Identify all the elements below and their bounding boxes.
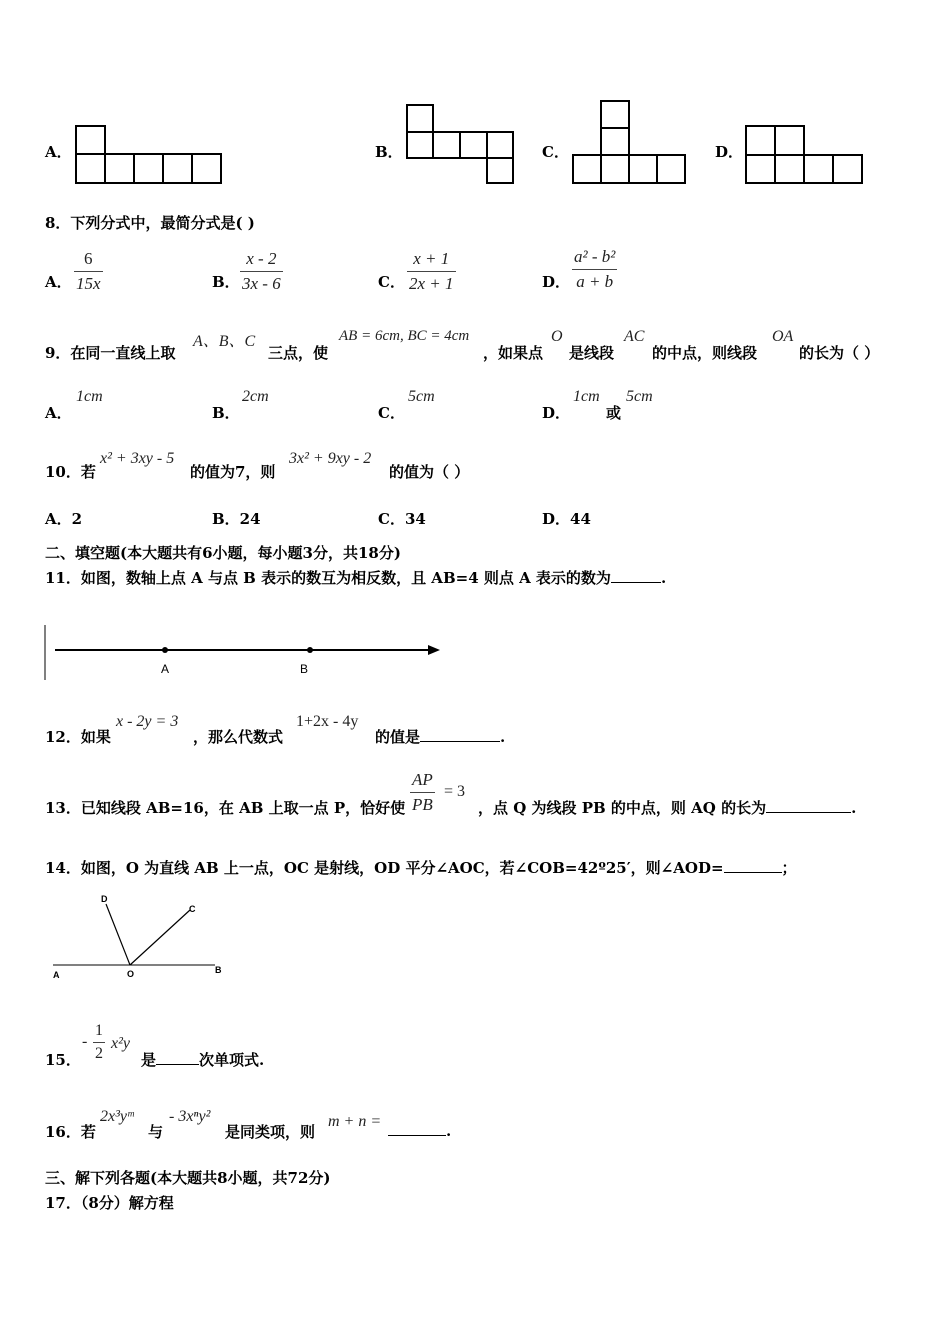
q9-stem-part5: 的中点，则线段 (652, 344, 758, 362)
q16-stem-part2: 与 (148, 1123, 164, 1141)
q12-blank[interactable] (420, 727, 500, 742)
q16-stem-part1: 16．若 (45, 1123, 96, 1141)
q13-fraction (410, 770, 435, 815)
q11-label-a: A (161, 662, 170, 676)
q15-monomial: x²y (111, 1035, 130, 1052)
q9-segment-ac: AC (624, 328, 645, 345)
q16-sum: m + n = (328, 1113, 382, 1130)
q13-stem-part2 (478, 797, 856, 818)
q15-denominator: 2 (95, 1045, 103, 1062)
q15-text1: 是 (141, 1051, 157, 1069)
q15-blank[interactable] (156, 1050, 199, 1065)
q9-stem-part1: 9．在同一直线上取 (45, 344, 176, 362)
q8-option-a-fraction (74, 249, 103, 294)
q8-option-d-fraction (572, 247, 617, 292)
q7-option-b-label: B． (375, 143, 403, 161)
q7-option-d-label: D． (715, 143, 744, 161)
q7-option-d-figure (743, 124, 867, 186)
q9-option-d-or: 或 (606, 404, 622, 422)
section-3-heading: 三、解下列各题(本大题共8小题，共72分) (45, 1169, 331, 1187)
q17-stem: 17．（8分）解方程 (45, 1194, 174, 1212)
q14-label-b: B (215, 965, 222, 975)
q14-label-d: D (101, 894, 108, 904)
q8-option-a-label: A． (45, 273, 72, 291)
q8-option-c-fraction (407, 249, 456, 294)
q8-option-b-fraction (240, 249, 283, 294)
q12-expression: 1+2x - 4y (296, 713, 359, 730)
q13-numerator: AP (412, 770, 433, 789)
q10-expression1: x² + 3xy - 5 (100, 450, 175, 467)
q12-stem-part2: ，那么代数式 (193, 728, 284, 746)
q10-option-c: C．34 (378, 510, 426, 528)
q8-b-denominator: 3x - 6 (242, 274, 281, 293)
q9-option-d-value1: 1cm (573, 388, 600, 405)
q9-points: A、B、C (193, 333, 256, 350)
q8-a-numerator: 6 (84, 249, 93, 268)
q9-option-b-value: 2cm (242, 388, 269, 405)
q9-option-b-label: B． (212, 404, 240, 422)
q10-stem-part2: 的值为7，则 (190, 463, 276, 481)
q8-a-denominator: 15x (76, 274, 101, 293)
q8-stem: 8．下列分式中，最简分式是( ) (45, 214, 255, 232)
q12-end: . (500, 728, 506, 746)
q8-option-c-label: C． (378, 273, 405, 291)
q9-segment-oa: OA (772, 328, 794, 345)
q8-c-denominator: 2x + 1 (409, 274, 454, 293)
q13-end: . (851, 799, 857, 817)
q11-label-b: B (300, 662, 309, 676)
q14-end: ； (781, 859, 797, 877)
q7-option-a-figure (74, 124, 226, 186)
q13-stem-part1: 13．已知线段 AB=16，在 AB 上取一点 P，恰好使 (45, 799, 406, 817)
q8-b-numerator: x - 2 (246, 249, 277, 268)
q9-condition: AB = 6cm, BC = 4cm (339, 328, 470, 344)
q12-stem-part1: 12．如果 (45, 728, 111, 746)
q15-negative-sign: - (82, 1033, 88, 1050)
q9-stem-part2: 三点，使 (268, 344, 329, 362)
q14-label-c: C (189, 904, 196, 914)
q11-blank[interactable] (611, 568, 661, 583)
q8-option-d-label: D． (542, 273, 571, 291)
q10-stem-part3: 的值为（ ） (389, 463, 470, 481)
q13-equals: = 3 (444, 783, 466, 800)
q12-condition: x - 2y = 3 (116, 713, 179, 730)
q14-angle-figure (45, 890, 235, 985)
q7-option-c-figure (570, 99, 688, 186)
q8-d-denominator: a + b (576, 272, 614, 291)
q7-option-c-label: C． (542, 143, 569, 161)
q13-text: ，点 Q 为线段 PB 的中点，则 AQ 的长为 (478, 799, 767, 817)
q15-text2: 次单项式. (199, 1051, 265, 1069)
q9-stem-part3: ，如果点 (483, 344, 544, 362)
q15-stem (141, 1049, 264, 1070)
q16-term2: - 3xⁿy² (169, 1108, 211, 1125)
q8-c-numerator: x + 1 (413, 249, 450, 268)
q8-option-b-label: B． (212, 273, 240, 291)
q16-blank[interactable] (388, 1121, 446, 1136)
q14-label-o: O (127, 969, 135, 979)
q7-option-a-label: A． (45, 143, 72, 161)
q11-number-line (40, 620, 450, 685)
q14-text: 14．如图，O 为直线 AB 上一点，OC 是射线，OD 平分∠AOC，若∠COB=42º25′，则∠AOD= (45, 859, 724, 877)
q9-option-d-label: D． (542, 404, 571, 422)
q11-end: . (660, 569, 667, 587)
q14-label-a: A (53, 970, 60, 980)
q9-point-o: O (551, 328, 563, 345)
q10-option-b: B．24 (212, 510, 261, 528)
q8-d-numerator: a² - b² (574, 247, 616, 266)
q10-expression2: 3x² + 9xy - 2 (289, 450, 372, 467)
q15-fraction (93, 1022, 105, 1063)
q15-numerator: 1 (95, 1022, 103, 1039)
q13-blank[interactable] (766, 798, 851, 813)
q14-blank[interactable] (724, 858, 782, 873)
q16-end: . (446, 1122, 452, 1140)
q13-denominator: PB (412, 795, 433, 814)
q9-option-c-value: 5cm (408, 388, 435, 405)
q14-stem (45, 857, 797, 878)
q11-text: 11．如图，数轴上点 A 与点 B 表示的数互为相反数，且 AB=4 则点 A 表示的数为 (45, 569, 611, 587)
q9-option-a-label: A． (45, 404, 72, 422)
section-2-heading: 二、填空题(本大题共有6小题，每小题3分，共18分) (45, 544, 401, 562)
q16-stem-part3: 是同类项，则 (225, 1123, 316, 1141)
q15-number: 15． (45, 1051, 81, 1069)
q16-answer (388, 1121, 451, 1140)
q9-option-c-label: C． (378, 404, 405, 422)
q12-stem-part3 (375, 726, 505, 747)
q10-option-a: A．2 (45, 510, 83, 528)
q9-stem-part4: 是线段 (569, 344, 615, 362)
q9-stem-part6: 的长为（ ） (799, 344, 880, 362)
q10-stem-part1: 10．若 (45, 463, 96, 481)
q16-term1: 2x³yᵐ (100, 1108, 134, 1125)
q7-option-b-figure (404, 103, 516, 186)
q10-option-d: D．44 (542, 510, 591, 528)
q11-stem (45, 567, 666, 588)
q9-option-a-value: 1cm (76, 388, 103, 405)
q12-text: 的值是 (375, 728, 421, 746)
q9-option-d-value2: 5cm (626, 388, 653, 405)
